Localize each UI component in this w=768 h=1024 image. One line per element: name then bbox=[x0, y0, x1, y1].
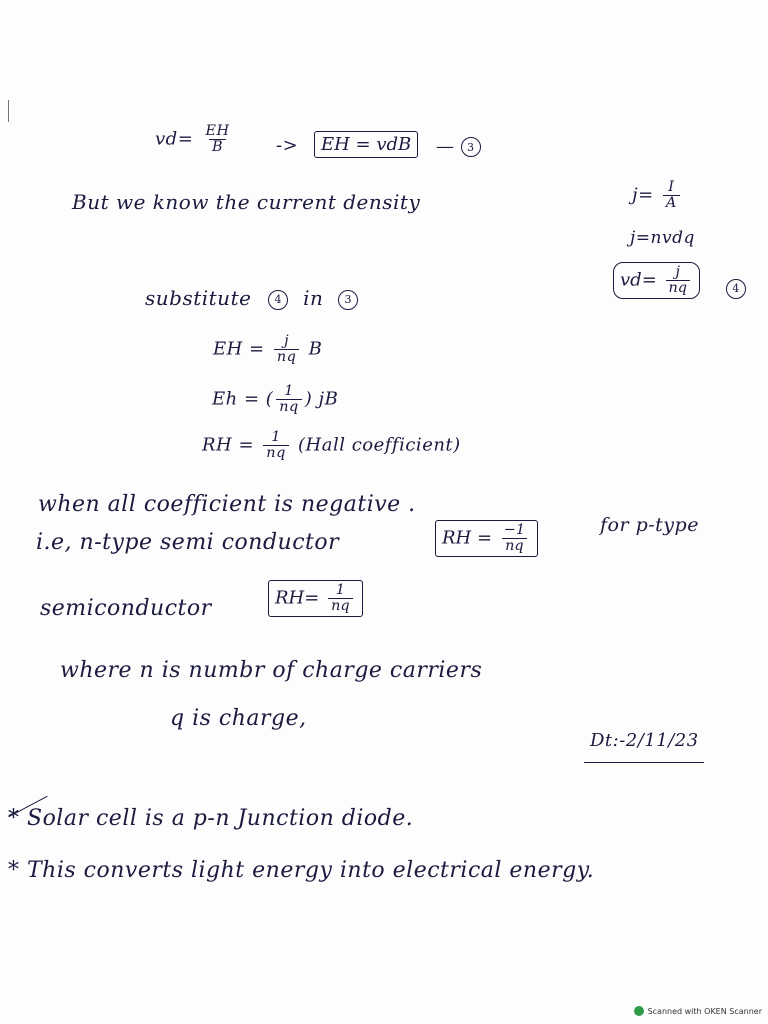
eh1-fraction bbox=[274, 334, 299, 365]
rh-neg-numerator: −1 bbox=[503, 522, 526, 538]
j-numerator: I bbox=[668, 179, 675, 195]
rh-positive-box bbox=[268, 580, 363, 617]
vd-box-denominator: nq bbox=[666, 280, 690, 296]
vd-equation bbox=[155, 124, 236, 155]
sub-in: in bbox=[303, 286, 324, 310]
scanner-logo-icon bbox=[634, 1006, 644, 1016]
sub-from-circle: 4 bbox=[268, 290, 288, 310]
eh1-denominator: nq bbox=[274, 349, 299, 365]
eq3-circle: 3 bbox=[461, 137, 481, 157]
eh1-lhs: EH = bbox=[213, 338, 265, 360]
rh-denominator: nq bbox=[263, 445, 288, 461]
semiconductor-text: semiconductor bbox=[40, 596, 212, 621]
substitute-line bbox=[145, 286, 358, 310]
q-text: q is charge, bbox=[170, 706, 307, 731]
j-fraction bbox=[663, 180, 680, 211]
j-nvdq: j=nvdq bbox=[630, 228, 695, 248]
rh-fraction bbox=[263, 430, 288, 461]
eh2-numerator: 1 bbox=[284, 383, 294, 399]
scanner-text: Scanned with OKEN Scanner bbox=[647, 1006, 762, 1016]
eh1-numerator: j bbox=[284, 333, 290, 349]
rh-line bbox=[202, 430, 461, 461]
ntype-text: i.e, n-type semi conductor bbox=[36, 530, 340, 555]
negative-text: when all coefficient is negative . bbox=[38, 492, 416, 517]
rh-tail: (Hall coefficient) bbox=[298, 434, 461, 456]
rh-negative-box bbox=[435, 520, 538, 557]
eq4-circle: 4 bbox=[726, 279, 746, 299]
eq3-label bbox=[436, 136, 481, 157]
eh1-tail: B bbox=[308, 338, 323, 360]
current-density-text: But we know the current density bbox=[72, 190, 421, 214]
vd-box-lhs: vd= bbox=[620, 269, 657, 291]
scanner-watermark bbox=[634, 1006, 762, 1016]
ptype-text: for p-type bbox=[600, 514, 699, 536]
rh-pos-numerator: 1 bbox=[335, 582, 345, 598]
eh-line-1 bbox=[213, 334, 322, 365]
vd-boxed-equation bbox=[613, 262, 700, 299]
eh2-tail: ) jB bbox=[304, 388, 339, 410]
vd-fraction bbox=[203, 124, 233, 155]
vd-box-numerator: j bbox=[675, 264, 680, 280]
eh2-lhs: Eh = ( bbox=[212, 388, 274, 410]
rh-neg-lhs: RH = bbox=[442, 527, 493, 549]
j-equation bbox=[632, 180, 683, 211]
solar-line-1: * Solar cell is a p-n Junction diode. bbox=[8, 806, 414, 831]
margin-mark bbox=[8, 100, 9, 122]
sub-to-circle: 3 bbox=[338, 290, 358, 310]
j-lhs: j= bbox=[632, 184, 654, 206]
vd-numerator: EH bbox=[205, 123, 230, 139]
eh2-denominator: nq bbox=[276, 399, 301, 415]
eh-line-2 bbox=[212, 384, 338, 415]
date-underline bbox=[584, 762, 704, 763]
eq4-label bbox=[726, 278, 746, 299]
rh-pos-fraction bbox=[328, 583, 352, 614]
where-text: where n is numbr of charge carriers bbox=[60, 658, 483, 683]
rh-lhs: RH = bbox=[202, 434, 255, 456]
rh-pos-denominator: nq bbox=[328, 598, 352, 614]
eq3-dash: — bbox=[436, 136, 455, 157]
rh-pos-lhs: RH= bbox=[275, 587, 320, 609]
rh-neg-fraction bbox=[501, 523, 528, 554]
date-text: Dt:-2/11/23 bbox=[590, 730, 699, 751]
rh-numerator: 1 bbox=[271, 429, 281, 445]
rh-neg-denominator: nq bbox=[502, 538, 526, 554]
eh-boxed-equation: EH = vdB bbox=[314, 131, 418, 158]
vd-denominator: B bbox=[209, 139, 226, 155]
vd-box-fraction bbox=[666, 265, 690, 296]
j-denominator: A bbox=[663, 195, 680, 211]
vd-lhs: vd= bbox=[155, 128, 194, 150]
eh2-fraction bbox=[276, 384, 301, 415]
arrow: -> bbox=[276, 135, 299, 156]
substitute-text: substitute bbox=[145, 286, 252, 310]
solar-line-2: * This converts light energy into electrical energy. bbox=[8, 858, 595, 883]
